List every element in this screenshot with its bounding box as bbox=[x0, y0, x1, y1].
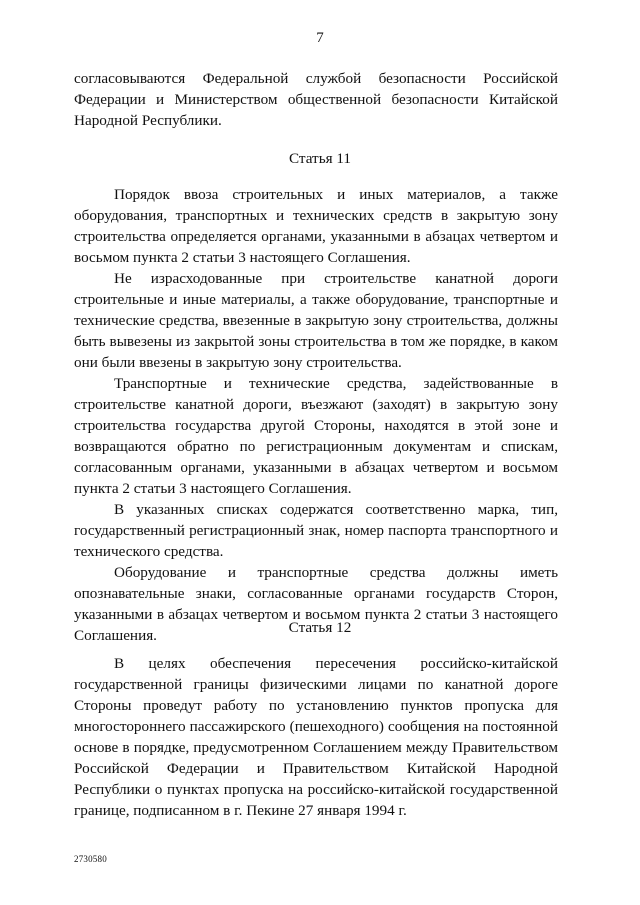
article-11-paragraph-2: Не израсходованные при строительстве канатной дороги строительные и иные материалы, а также оборудование, транспортные и технические средства, ввезенные в закрытую зону строительства, должны быть вывезены из закрытой зоны строительства в том же порядке, в каком они были ввезены в закрытую зону строительства. bbox=[74, 270, 558, 371]
continuation-block bbox=[74, 68, 558, 131]
continuation-paragraph: согласовываются Федеральной службой безопасности Российской Федерации и Министерством общественной безопасности Китайской Народной Республики. bbox=[74, 70, 558, 129]
article-11-paragraph-1: Порядок ввоза строительных и иных материалов, а также оборудования, транспортных и технических средств в закрытую зону строительства определяется органами, указанными в абзацах четвертом и восьмом пункта 2 статьи 3 настоящего Соглашения. bbox=[74, 186, 558, 266]
article-12-heading: Статья 12 bbox=[288, 619, 352, 636]
article-11-body bbox=[74, 184, 558, 646]
article-11-paragraph-4: В указанных списках содержатся соответственно марка, тип, государственный регистрационный знак, номер паспорта транспортного и технического средства. bbox=[74, 501, 558, 560]
article-11-heading: Статья 11 bbox=[288, 150, 352, 167]
document-code: 2730580 bbox=[74, 854, 107, 864]
page-number: 7 bbox=[316, 30, 324, 46]
article-11-paragraph-3: Транспортные и технические средства, задействованные в строительстве канатной дороги, въезжают (заходят) в закрытую зону строительства государства другой Стороны, находятся в этой зоне и возвращаются обратно по регистрационным документам и спискам, согласованным органами, указанными в абзацах четвертом и восьмом пункта 2 статьи 3 настоящего Соглашения. bbox=[74, 375, 558, 497]
article-11-paragraph-5: Оборудование и транспортные средства должны иметь опознавательные знаки, согласованные органами государств Сторон, указанными в абзацах четвертом и восьмом пункта 2 статьи 3 настоящего Соглашения. bbox=[74, 564, 558, 644]
article-12-paragraph-1: В целях обеспечения пересечения российско-китайской государственной границы физическими лицами по канатной дороге Стороны проведут работу по установлению пунктов пропуска для многостороннего пассажирского (пешеходного) сообщения на постоянной основе в порядке, предусмотренном Соглашением между Правительством Российской Федерации и Правительством Китайской Народной Республики о пунктах пропуска на российско-китайской государственной границе, подписанном в г. Пекине 27 января 1994 г. bbox=[74, 655, 558, 819]
article-12-body bbox=[74, 653, 558, 821]
